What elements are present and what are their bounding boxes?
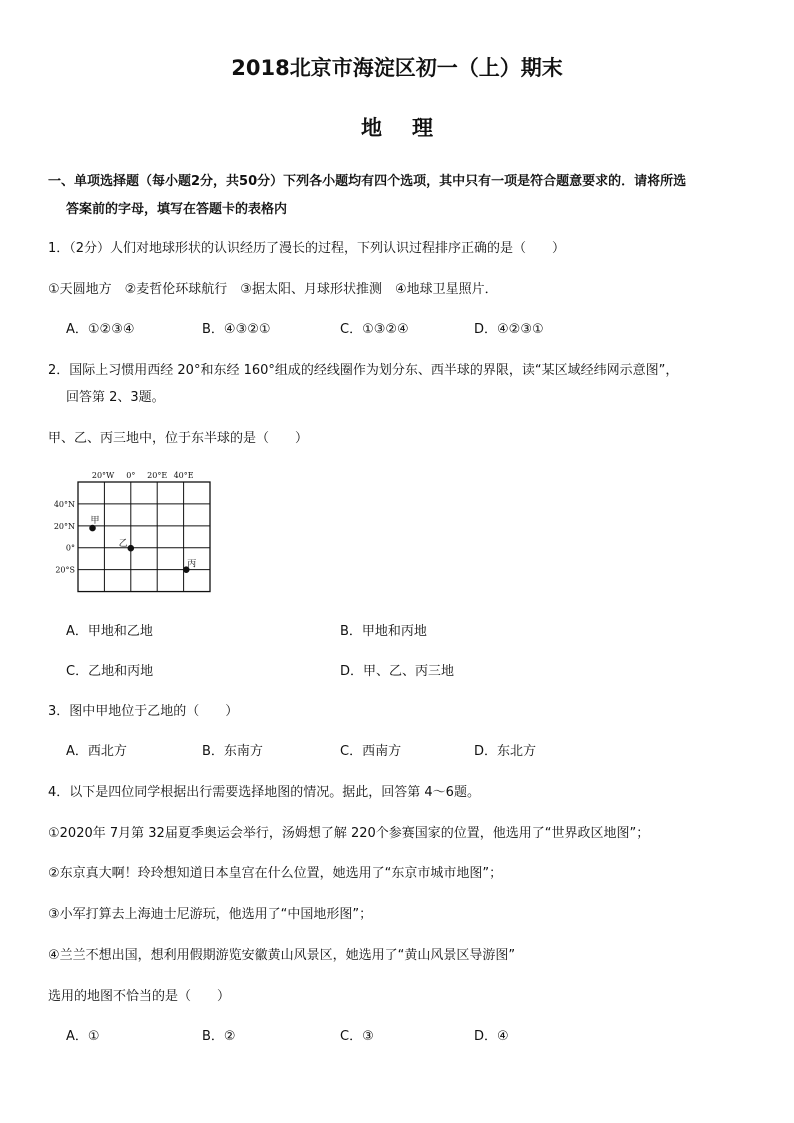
question-4-item-2: ②东京真大啊！玲玲想知道日本皇宫在什么位置，她选用了“东京市城市地图”； [48,866,503,881]
longitude-label: 20°E [147,471,168,480]
q2-option-d: D．甲、乙、丙三地 [340,664,455,679]
q4-option-a: A．① [66,1029,100,1044]
q1-option-d: D．④②③① [474,322,544,337]
question-4-item-4: ④兰兰不想出国，想利用假期游览安徽黄山风景区，她选用了“黄山风景区导游图” [48,948,516,963]
question-2-intro-line1: 2．国际上习惯用西经 20°和东经 160°组成的经线圈作为划分东、西半球的界限，读“某区域经纬网示意图”， [48,363,679,378]
q2-option-a: A．甲地和乙地 [66,624,153,639]
q3-option-a: A．西北方 [66,744,127,759]
question-2-stem: 甲、乙、丙三地中，位于东半球的是（ ） [48,431,309,446]
question-1-items: ①天圆地方 ②麦哲伦环球航行 ③据太阳、月球形状推测 ④地球卫星照片． [48,282,498,297]
section-heading-line1: 一、单项选择题（每小题2分，共50分）下列各小题均有四个选项，其中只有一项是符合题意要求的．请将所选 [48,174,687,189]
map-point-label: 甲 [90,516,100,527]
grid-border [78,482,210,592]
question-3-stem: 3．图中甲地位于乙地的（ ） [48,704,239,719]
q3-option-b: B．东南方 [202,744,263,759]
question-4-item-3: ③小军打算去上海迪士尼游玩，他选用了“中国地形图”； [48,907,373,922]
q3-option-d: D．东北方 [474,744,537,759]
q4-option-d: D．④ [474,1029,509,1044]
section-heading-line2: 答案前的字母，填写在答题卡的表格内 [66,202,288,217]
map-point-label: 乙 [118,539,128,550]
latitude-label: 20°N [53,521,75,531]
q1-option-b: B．④③②① [202,322,271,337]
question-4-intro: 4．以下是四位同学根据出行需要选择地图的情况。据此，回答第 4～6题。 [48,785,480,800]
q4-option-c: C．③ [340,1029,374,1044]
q2-option-b: B．甲地和丙地 [340,624,427,639]
q2-option-c: C．乙地和丙地 [66,664,154,679]
latitude-label: 20°S [55,565,75,575]
latitude-label: 40°N [53,499,75,509]
q1-option-c: C．①③②④ [340,322,409,337]
longitude-label: 0° [126,471,136,480]
question-4-item-1: ①2020年 7月第 32届夏季奥运会举行，汤姆想了解 220个参赛国家的位置，他选用了“世界政区地图”； [48,826,650,841]
subject-title: 地理 [361,116,463,140]
lat-lon-grid-map [50,466,220,596]
question-2-intro-line2: 回答第 2、3题。 [66,390,165,405]
page-title: 2018北京市海淀区初一（上）期末 [231,56,563,80]
question-4-stem: 选用的地图不恰当的是（ ） [48,989,231,1004]
map-point-label: 丙 [187,559,197,570]
q3-option-c: C．西南方 [340,744,402,759]
longitude-label: 40°E [173,471,194,480]
question-1-stem: 1．（2分）人们对地球形状的认识经历了漫长的过程，下列认识过程排序正确的是（ ） [48,241,566,256]
map-point [128,545,135,552]
latitude-label: 0° [65,543,75,553]
q4-option-b: B．② [202,1029,236,1044]
longitude-label: 20°W [91,471,115,480]
q1-option-a: A．①②③④ [66,322,135,337]
